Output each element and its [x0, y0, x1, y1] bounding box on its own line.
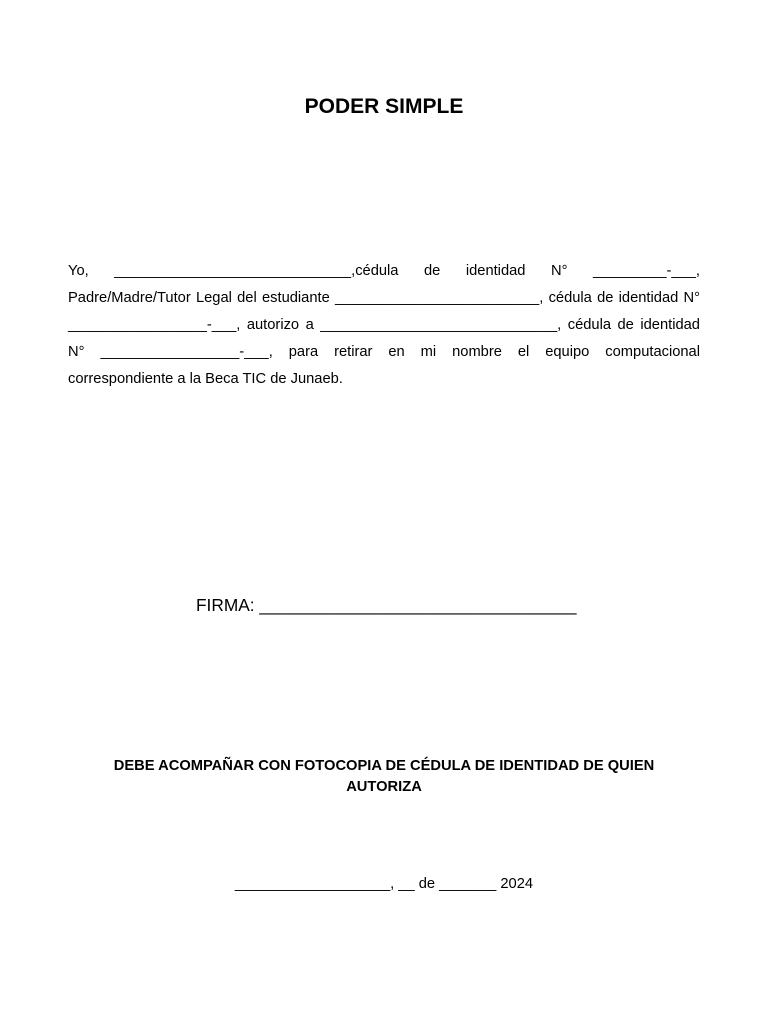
authorization-paragraph: [68, 258, 700, 393]
place-date-line[interactable]: ___________________, __ de _______ 2024: [234, 876, 534, 892]
identity-copy-notice: DEBE ACOMPAÑAR CON FOTOCOPIA DE CÉDULA DE IDENTIDAD DE QUIEN AUTORIZA: [113, 758, 655, 795]
text-yo: Yo,: [68, 263, 89, 279]
text-guardian: Padre/Madre/Tutor Legal del estudiante: [68, 290, 330, 306]
id-blank-1[interactable]: _________-___,: [592, 263, 700, 279]
text-cedula-3: cédula de identidad N°: [68, 317, 700, 360]
text-autorizo: autorizo a: [246, 317, 314, 333]
text-purpose: para retirar en mi nombre el equipo computacional correspondiente a la Beca TIC de Junaeb.: [68, 344, 700, 387]
student-name-blank[interactable]: _________________________,: [335, 290, 544, 306]
signature-line[interactable]: FIRMA: _________________________________: [196, 595, 577, 615]
name-blank-1[interactable]: _____________________________: [114, 263, 352, 279]
authorized-name-blank[interactable]: _____________________________,: [320, 317, 562, 333]
text-cedula-2: cédula de identidad N°: [548, 290, 700, 306]
text-cedula-1: ,cédula de identidad N°: [351, 263, 568, 279]
id-blank-3[interactable]: _________________-___,: [100, 344, 273, 360]
document-title: PODER SIMPLE: [304, 95, 464, 118]
id-blank-2[interactable]: _________________-___,: [68, 317, 241, 333]
